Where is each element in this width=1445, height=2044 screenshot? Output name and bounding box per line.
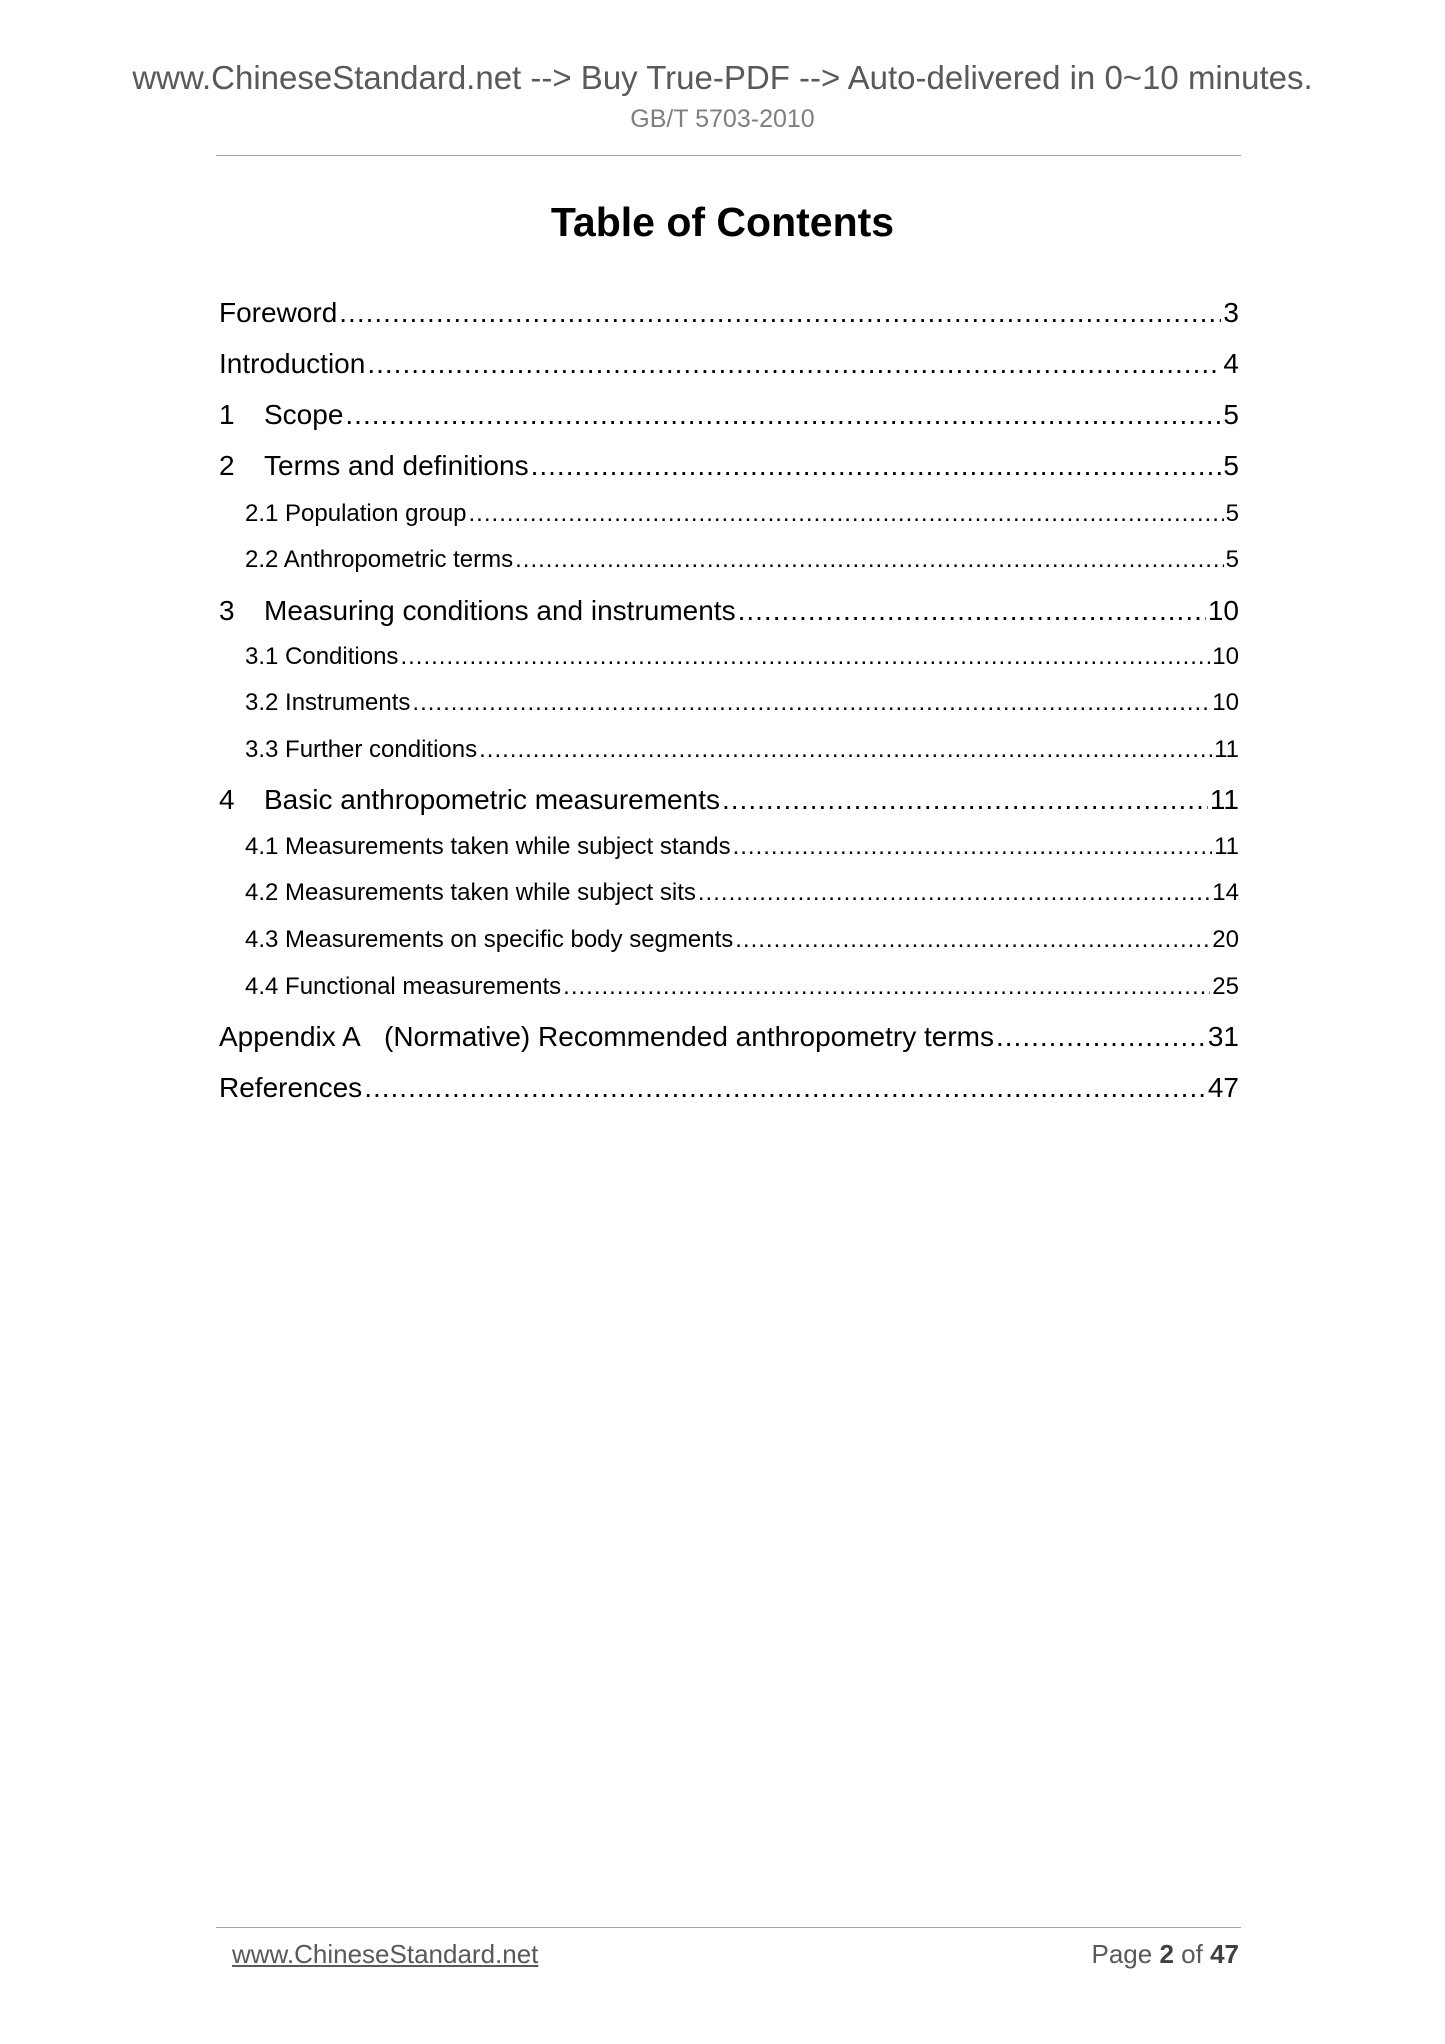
toc-leader-dots (735, 925, 1210, 955)
toc-entry[interactable] (245, 642, 1239, 672)
footer-website-link[interactable]: www.ChineseStandard.net (232, 1939, 539, 1969)
toc-entry-label: References (219, 1072, 363, 1103)
toc-entry[interactable] (219, 1071, 1239, 1105)
toc-entry-label: Measuring conditions and instruments (264, 595, 736, 626)
toc-entry-page: 20 (1212, 926, 1239, 953)
toc-leader-dots (698, 878, 1210, 908)
toc-entry-number: 1 (219, 399, 235, 430)
toc-entry-page: 31 (1207, 1021, 1239, 1052)
toc-leader-dots (515, 545, 1224, 575)
toc-entry-number: 2 (219, 450, 235, 481)
toc-entry[interactable] (219, 449, 1239, 483)
toc-entry-label: 2.1 Population group (245, 500, 467, 527)
toc-leader-dots (738, 594, 1206, 628)
toc-entry-label: Scope (264, 399, 344, 430)
toc-entry-page: 5 (1223, 450, 1239, 481)
toc-entry-label: 3.2 Instruments (245, 689, 411, 716)
toc-entry[interactable] (245, 972, 1239, 1002)
toc-entry-page: 14 (1212, 879, 1239, 906)
toc-entry-label: 4.1 Measurements taken while subject stands (245, 833, 731, 860)
document-id: GB/T 5703-2010 (630, 105, 815, 133)
toc-leader-dots (367, 347, 1221, 381)
toc-entry-label: 2.2 Anthropometric terms (245, 546, 514, 573)
toc-entry[interactable] (245, 832, 1239, 862)
toc-entry-page: 5 (1223, 399, 1239, 430)
toc-leader-dots (400, 642, 1210, 672)
toc-entry-page: 10 (1207, 595, 1239, 626)
toc-entry[interactable] (219, 398, 1239, 432)
toc-entry-label: 3.1 Conditions (245, 643, 399, 670)
toc-entry[interactable] (245, 735, 1239, 765)
toc-entry[interactable] (219, 594, 1239, 628)
toc-leader-dots (996, 1020, 1206, 1054)
toc-leader-dots (563, 972, 1210, 1002)
toc-entry[interactable] (245, 878, 1239, 908)
toc-entry[interactable] (245, 688, 1239, 718)
toc-entry-page: 4 (1223, 348, 1239, 379)
toc-entry-label: 3.3 Further conditions (245, 736, 478, 763)
toc-entry-label: 4.2 Measurements taken while subject sits (245, 879, 696, 906)
toc-entry-label: 4.3 Measurements on specific body segments (245, 926, 734, 953)
toc-entry[interactable] (245, 545, 1239, 575)
toc-leader-dots (412, 688, 1210, 718)
toc-entry-page: 11 (1214, 736, 1239, 763)
toc-entry-number: 4 (219, 784, 235, 815)
page-total: 47 (1210, 1939, 1239, 1969)
header-banner: www.ChineseStandard.net --> Buy True-PDF --> Auto-delivered in 0~10 minutes. (132, 59, 1313, 96)
toc-entry-page: 3 (1223, 297, 1239, 328)
toc-entry[interactable] (245, 925, 1239, 955)
page-title: Table of Contents (550, 199, 895, 245)
toc-leader-dots (479, 735, 1212, 765)
toc-entry[interactable] (219, 783, 1239, 817)
toc-entry-label: Foreword (219, 297, 338, 328)
page-word: Page (1091, 1939, 1153, 1969)
toc-entry-label: 4.4 Functional measurements (245, 973, 562, 1000)
toc-entry-page: 10 (1212, 643, 1239, 670)
toc-entry-page: 47 (1207, 1072, 1239, 1103)
toc-entry-label: Introduction (219, 348, 366, 379)
toc-entry-page: 5 (1225, 500, 1239, 527)
header-divider (216, 155, 1241, 156)
toc-leader-dots (733, 832, 1212, 862)
toc-entry-label: Appendix A (Normative) Recommended anthropometry terms (219, 1021, 994, 1052)
toc-entry[interactable] (245, 499, 1239, 529)
toc-entry-page: 25 (1212, 973, 1239, 1000)
toc-entry-page: 11 (1214, 833, 1239, 860)
toc-leader-dots (531, 449, 1222, 483)
footer-page-number (1091, 1938, 1239, 1970)
toc-entry[interactable] (219, 1020, 1239, 1054)
footer-divider (216, 1927, 1241, 1928)
toc-leader-dots (339, 296, 1221, 330)
toc-leader-dots (469, 499, 1224, 529)
toc-entry[interactable] (219, 347, 1239, 381)
toc-entry-page: 11 (1209, 784, 1239, 815)
toc-entry-page: 10 (1212, 689, 1239, 716)
toc-entry-label: Terms and definitions (264, 450, 529, 481)
toc-leader-dots (345, 398, 1221, 432)
toc-leader-dots (364, 1071, 1206, 1105)
toc-leader-dots (722, 783, 1208, 817)
toc-entry-number: 3 (219, 595, 235, 626)
toc-entry-page: 5 (1225, 546, 1239, 573)
toc-entry[interactable] (219, 296, 1239, 330)
toc-entry-label: Basic anthropometric measurements (264, 784, 720, 815)
page-current: 2 (1159, 1939, 1174, 1969)
page-of: of (1181, 1939, 1203, 1969)
